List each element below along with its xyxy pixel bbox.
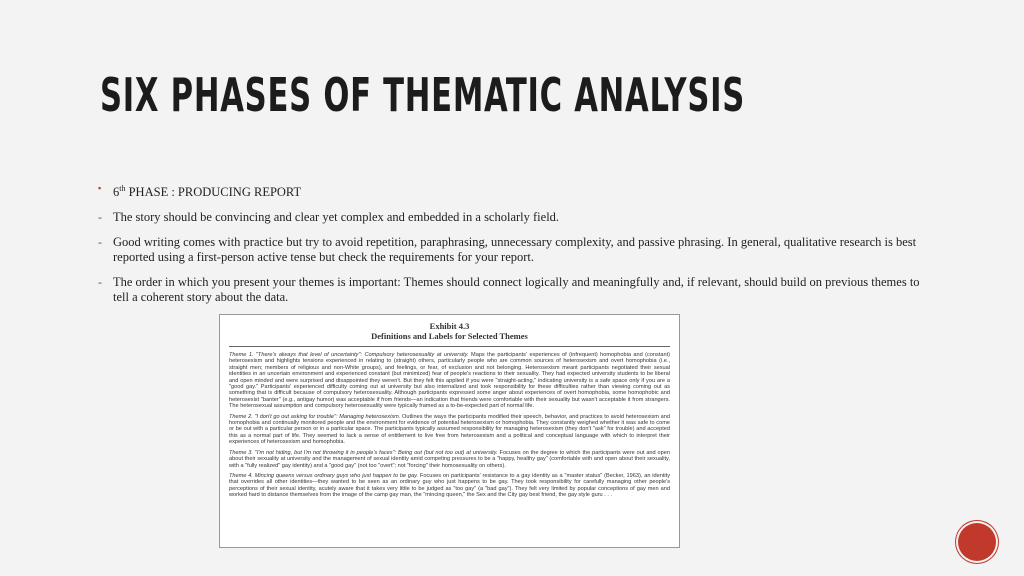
slide-badge-circle xyxy=(958,523,996,561)
bullet-text: Good writing comes with practice but try to avoid repetition, paraphrasing, unnecessary complexity, and passive phrasing. In general, qualitative research is best reported using a first-person active tense but check the requirements for your report. xyxy=(113,235,917,265)
exhibit-heading: Definitions and Labels for Selected Themes xyxy=(371,331,528,341)
bullet-list xyxy=(98,181,928,315)
slide-title: SIX PHASES OF THEMATIC ANALYSIS xyxy=(100,68,746,122)
bullet-item xyxy=(98,275,928,305)
bullet-phase xyxy=(98,181,928,200)
exhibit-label: Exhibit 4.3 xyxy=(429,321,470,331)
theme-lead: Theme 3. "I'm not hiding, but I'm not throwing it in people's faces": Being out (but not too out) at university. xyxy=(229,449,498,456)
theme-body: Focuses on the degree to which the participants were out and open about their sexuality at university and the management of sexual identity amid competing pressures to be a "happy, healthy gay" (comfortable with and open about their sexuality, with a "fully realized" gay identity) and a "good gay" (not too "overt"; not "forcing" their homosexuality on others). xyxy=(229,449,670,469)
bullet-item xyxy=(98,210,928,225)
dash-bullet-icon: - xyxy=(98,210,102,225)
phase-text: PHASE : PRODUCING REPORT xyxy=(125,185,302,200)
exhibit-theme-4 xyxy=(229,473,670,499)
dash-bullet-icon: - xyxy=(98,235,102,250)
theme-body: Maps the participants' experiences of (infrequent) homophobia and (constant) heterosexism and highlights tensions experienced in relating to (straight) others, particularly people who are common sources of heterosexism and overt homophobia (i.e., straight men; members of religious and non-White groups), and feelings, or fear, of exclusion and not belonging. Heterosexism meant participants negotiated their sexual identities in an uncertain environment and experienced constant (but minimized) fear of people's reactions to their sexuality. They had expected university students to be liberal and open minded and were surprised and disappointed they weren't. But they felt this applied if you were "straight-acting," indicating university is a safe space only if you are a "good gay." Participants' experienced difficulty coming out at university but also internalized and took responsibility for these difficulties rather than viewing coming out as something that is difficult because of compulsory heterosexuality. Although participants expressed some anger about experiences of overt homophobia, some homophobic and heterosexist "banter" (e.g., antigay humor) was acceptable if from friends—an indication that friends were comfortable with their sexuality but wasn't acceptable it from strangers. The heterosexual assumption and compulsory heterosexuality were typically framed as a to-be-expected part of normal life. xyxy=(229,352,671,410)
square-bullet-icon: ▪ xyxy=(98,183,102,193)
phase-ordinal-suffix: th xyxy=(119,184,126,193)
theme-lead: Theme 4. Mincing queens versus ordinary guys who just happen to be gay. xyxy=(229,472,419,479)
theme-lead: Theme 1. "There's always that level of uncertainty": Compulsory heterosexuality at university. xyxy=(229,352,469,358)
exhibit-theme-1 xyxy=(229,352,670,410)
bullet-item xyxy=(98,235,928,265)
bullet-text: The story should be convincing and clear yet complex and embedded in a scholarly field. xyxy=(113,210,560,225)
bullet-text: The order in which you present your themes is important: Themes should connect logically and meaningfully and, if relevant, should build on previous themes to tell a coherent story about the data. xyxy=(113,275,920,305)
phase-ordinal: 6 xyxy=(113,185,120,200)
exhibit-divider xyxy=(229,346,670,347)
theme-body: Outlines the ways the participants modified their speech, behavior, and practices to avoid heterosexism and homophobia and continually monitored people and the environment for evidence of potential heterosexism or homophobia. They constantly weighed whether it was safe to come or be out with a particular person or in a particular space. The participants typically assumed responsibility for managing heterosexism (they don't "ask" for trouble) and accepted this as a normal part of life. They seemed to lack a sense of entitlement to live free from heterosexism and a political and conceptual language with which to interpret their experiences of heterosexism and homophobia. xyxy=(229,413,670,446)
phase-heading xyxy=(113,185,301,199)
theme-body: Focuses on participants' resistance to a gay identity as a "master status" (Becker, 1963), an identity that overrides all other identities—they wanted to be seen as an ordinary guy who just happens to be gay. They took responsibility for carefully managing other people's perceptions of their sexual identity, acutely aware that it takes very little to be judged as "too gay" (a "bad gay"). They felt very limited by popular conceptions of gay men and worked hard to distance themselves from the image of the camp gay man, the "mincing queen," the Sex and the City gay best friend, the gay style guru . . . xyxy=(229,472,671,499)
exhibit-image xyxy=(219,314,680,548)
exhibit-theme-3 xyxy=(229,450,670,469)
dash-bullet-icon: - xyxy=(98,275,102,290)
theme-lead: Theme 2. "I don't go out asking for trouble": Managing heterosexism. xyxy=(229,413,401,420)
exhibit-theme-2 xyxy=(229,414,670,446)
